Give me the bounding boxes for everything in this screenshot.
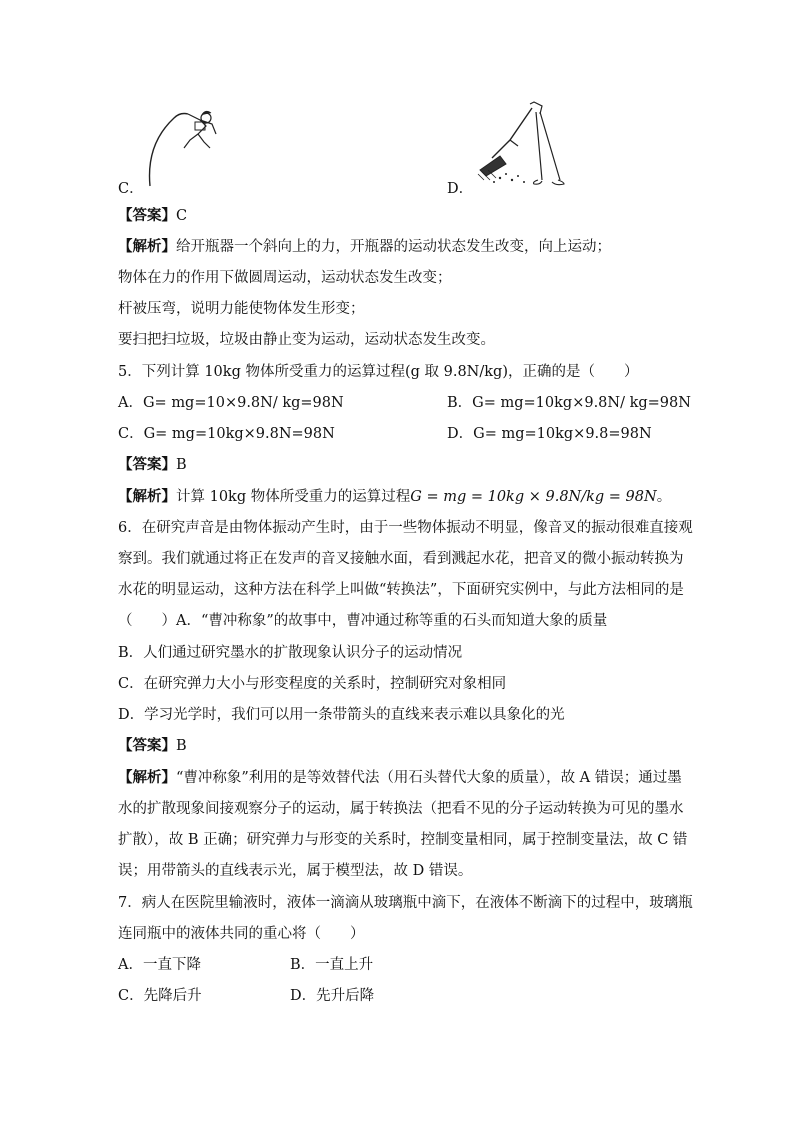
answer-value: C (176, 208, 188, 224)
q4-analysis-line-2: 物体在力的作用下做圆周运动，运动状态发生改变； (118, 270, 452, 286)
figure-d-label: D． (447, 181, 474, 197)
answer-value: B (176, 457, 187, 473)
gravity-formula: G = mg = 10kg × 9.8N/kg = 98N (410, 489, 657, 505)
q6-stem-line-3: 水花的明显运动，这种方法在科学上叫做“转换法”，下面研究实例中，与此方法相同的是 (118, 582, 684, 598)
q4-answer (118, 206, 187, 226)
q5-option-c: C．G= mg=10kg×9.8N=98N (118, 426, 335, 442)
q5-answer (118, 455, 187, 475)
analysis-text: 计算 10kg 物体所受重力的运算过程 (176, 489, 411, 505)
analysis-tag: 【解析】 (118, 488, 176, 505)
q4-analysis-line-3: 杆被压弯，说明力能使物体发生形变； (118, 301, 365, 317)
q5-analysis (118, 487, 671, 507)
analysis-tag: 【解析】 (118, 769, 176, 786)
analysis-text: “曹冲称象”利用的是等效替代法（用石头替代大象的质量），故 A 错误；通过墨 (176, 770, 682, 786)
figure-c-label: C． (118, 181, 144, 197)
q5-option-d: D．G= mg=10kg×9.8=98N (447, 426, 652, 442)
q6-analysis-line-2: 水的扩散现象间接观察分子的运动，属于转换法（把看不见的分子运动转换为可见的墨水 (118, 801, 684, 817)
answer-tag: 【答案】 (118, 737, 176, 754)
q7-stem-line-1: 7．病人在医院里输液时，液体一滴滴从玻璃瓶中滴下，在液体不断滴下的过程中，玻璃瓶 (118, 895, 693, 911)
q6-analysis-line-4: 误；用带箭头的直线表示光，属于模型法，故 D 错误。 (118, 863, 473, 879)
q6-option-c: C．在研究弹力大小与形变程度的关系时，控制研究对象相同 (118, 676, 507, 692)
q6-answer (118, 736, 187, 756)
q4-analysis-line-1 (118, 237, 611, 257)
q7-option-a: A．一直下降 (118, 957, 201, 973)
q7-option-d: D．先升后降 (290, 988, 375, 1004)
answer-value: B (176, 738, 187, 754)
q5-option-b: B．G= mg=10kg×9.8N/ kg=98N (447, 395, 691, 411)
q6-stem-line-2: 察到。我们就通过将正在发声的音叉接触水面，看到溅起水花，把音叉的微小振动转换为 (118, 551, 684, 567)
q5-stem: 5．下列计算 10kg 物体所受重力的运算过程(g 取 9.8N/kg)，正确的是（ ） (118, 364, 639, 380)
q5-option-a: A．G= mg=10×9.8N/ kg=98N (118, 395, 344, 411)
q4-analysis-line-4: 要扫把扫垃圾，垃圾由静止变为运动，运动状态发生改变。 (118, 332, 495, 348)
q6-analysis-line-3: 扩散），故 B 正确；研究弹力与形变的关系时，控制变量相同，属于控制变量法，故 C 错 (118, 832, 688, 848)
broom-sweeping-icon (470, 100, 580, 188)
q6-option-b: B．人们通过研究墨水的扩散现象认识分子的运动情况 (118, 645, 463, 661)
answer-tag: 【答案】 (118, 456, 176, 473)
analysis-end: 。 (656, 489, 672, 505)
q7-option-c: C．先降后升 (118, 988, 202, 1004)
answer-tag: 【答案】 (118, 207, 176, 224)
q6-option-d: D．学习光学时，我们可以用一条带箭头的直线来表示难以具象化的光 (118, 707, 565, 723)
q6-stem-line-1: 6．在研究声音是由物体振动产生时，由于一些物体振动不明显，像音叉的振动很难直接观 (118, 520, 693, 536)
q7-option-b: B．一直上升 (290, 957, 374, 973)
q6-stem-line-4: （ ）A．“曹冲称象”的故事中，曹冲通过称等重的石头而知道大象的质量 (118, 613, 608, 629)
q7-stem-line-2: 连同瓶中的液体共同的重心将（ ） (118, 926, 365, 942)
analysis-text: 给开瓶器一个斜向上的力，开瓶器的运动状态发生改变，向上运动； (176, 239, 611, 255)
pole-vaulter-icon (140, 104, 230, 188)
analysis-tag: 【解析】 (118, 238, 176, 255)
q6-analysis-line-1 (118, 768, 682, 788)
